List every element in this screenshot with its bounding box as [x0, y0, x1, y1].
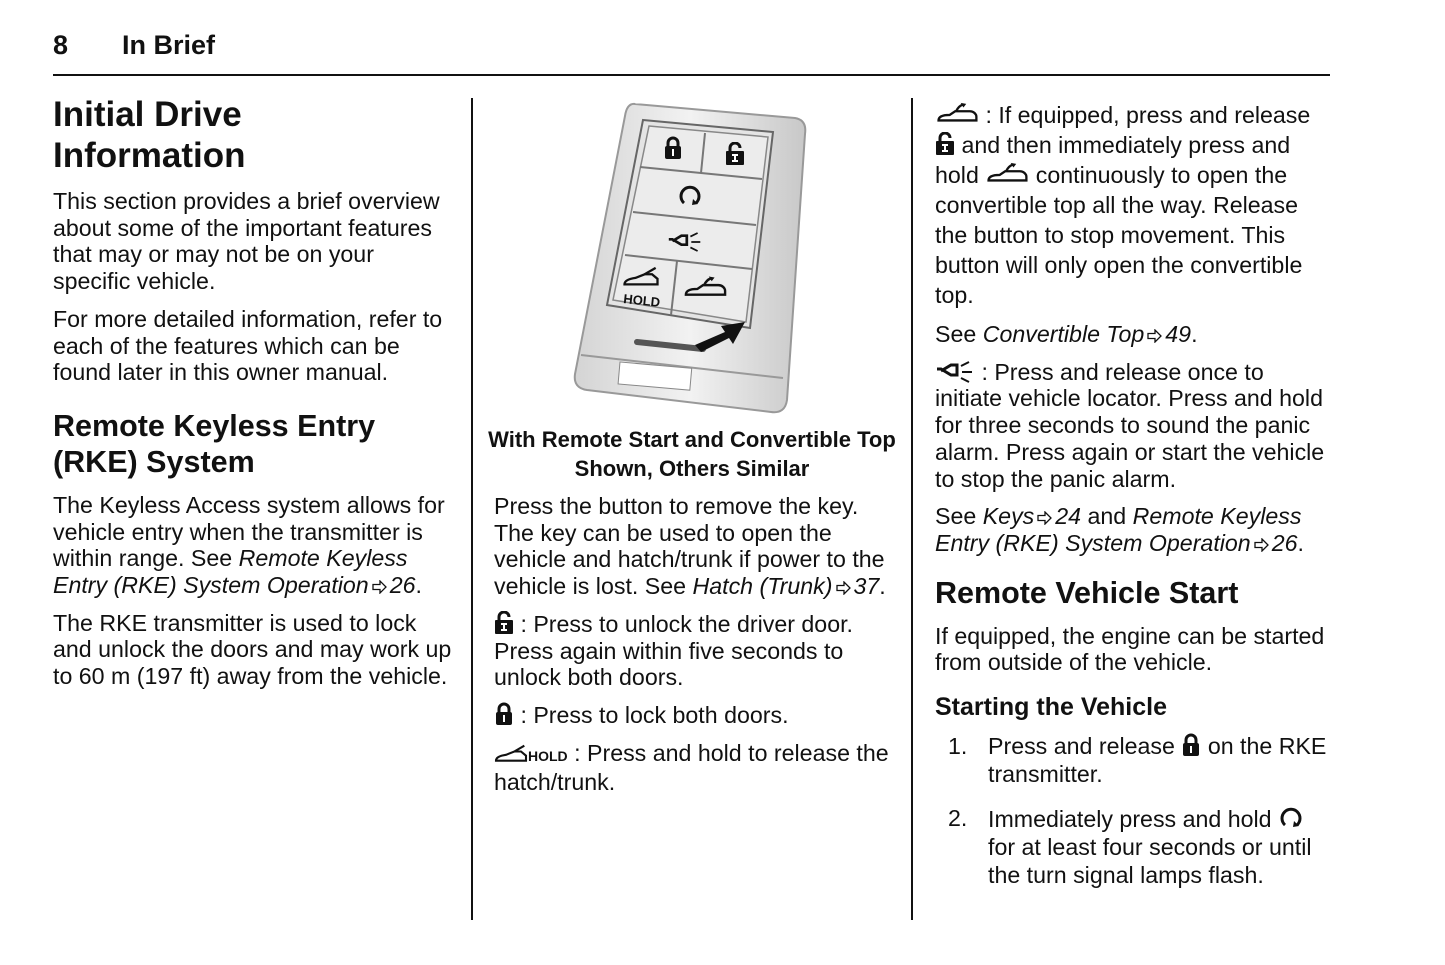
convertible-icon — [935, 102, 979, 126]
reference-link[interactable]: Convertible Top — [982, 321, 1145, 347]
text: See — [935, 321, 983, 347]
page-ref[interactable]: 37 — [853, 573, 880, 600]
rke-paragraph: The RKE transmitter is used to lock and unlock the doors and may work up to 60 m (197 ft) away from the vehicle. — [53, 609, 452, 690]
text: : Press to unlock the driver door. Press again within five seconds to unlock both doors. — [494, 610, 853, 691]
text: and then immediately press and hold — [935, 132, 1291, 188]
step-item — [935, 732, 1333, 788]
text: : Press to lock both doors. — [520, 701, 789, 728]
rke-paragraph: The Keyless Access system allows for vehicle entry when the transmitter is within range. See Remote Keyless Entry (RKE) System Operation 26. — [53, 491, 445, 599]
reference-link[interactable]: Remote Keyless Entry (RKE) System Operation — [53, 545, 408, 599]
text: for at least four seconds or until the turn signal lamps flash. — [988, 834, 1312, 889]
figure-caption: With Remote Start and Convertible Top Shown, Others Similar — [488, 427, 896, 481]
remote-start-paragraph: If equipped, the engine can be started from outside of the vehicle. — [935, 622, 1325, 676]
step-text — [988, 804, 1333, 889]
reference-link[interactable]: Keys — [982, 503, 1035, 530]
text: : Press and hold to release the hatch/trunk. — [494, 739, 889, 796]
page-ref[interactable]: 26 — [389, 572, 416, 599]
text: The Keyless Access system allows for vehicle entry when the transmitter is within range. See — [53, 491, 445, 572]
text: Press and release — [988, 733, 1175, 760]
text: : Press and release once to initiate vehicle locator. Press and hold for three seconds to sound the panic alarm. Press again or start the vehicle to stop the panic alarm. — [935, 358, 1325, 492]
text: and — [1081, 503, 1133, 530]
unlock-icon — [935, 132, 955, 156]
intro-paragraph: For more detailed information, refer to each of the features which can be found later in this owner manual. — [53, 305, 443, 386]
text: continuously to open the convertible top all the way. Release the button to stop movement. This button will only open the convertible top. — [935, 162, 1303, 308]
panic-paragraph — [935, 359, 1333, 493]
key-paragraph: Press the button to remove the key. The key can be used to open the vehicle and hatch/trunk if power to the vehicle is lost. See Hatch (Trunk) 37. — [494, 493, 886, 600]
column-divider — [911, 98, 913, 920]
header-rule — [53, 74, 1330, 76]
reference-link[interactable]: Remote Keyless Entry (RKE) System Operation — [935, 503, 1302, 556]
starting-heading: Starting the Vehicle — [935, 693, 1168, 722]
column-1 — [53, 94, 453, 701]
step-number: 1. — [948, 733, 968, 760]
page-arrow-icon — [372, 580, 387, 594]
page-arrow-icon — [1037, 511, 1052, 525]
column-2 — [488, 425, 896, 807]
step-number: 2. — [948, 805, 968, 832]
text: on the RKE transmitter. — [988, 733, 1327, 788]
unlock-paragraph — [494, 611, 894, 691]
page-ref[interactable]: 49 — [1165, 321, 1192, 347]
text: Press the button to remove the key. The key can be used to open the vehicle and hatch/trunk if power to the vehicle is lost. See — [494, 493, 885, 600]
reference-link[interactable]: Hatch (Trunk) — [692, 573, 833, 600]
page-heading: Initial Drive Information — [53, 95, 246, 175]
column-divider — [471, 98, 473, 920]
text: See — [935, 503, 983, 530]
convertible-icon — [985, 162, 1029, 186]
column-3 — [935, 100, 1333, 905]
text: Immediately press and hold — [988, 806, 1272, 833]
lock-paragraph — [494, 702, 894, 729]
fob-hold-label: HOLD — [622, 291, 661, 310]
trunk-paragraph — [494, 740, 894, 796]
see-keys: See Keys 24 and Remote Keyless Entry (RKE) System Operation 26. — [935, 503, 1304, 556]
page-ref[interactable]: 26 — [1271, 529, 1298, 556]
page-ref[interactable]: 24 — [1055, 503, 1082, 530]
remote-start-icon — [1278, 804, 1304, 830]
page-arrow-icon — [1147, 329, 1162, 343]
page-number: 8 — [53, 30, 69, 60]
page-arrow-icon — [1254, 538, 1269, 552]
page-arrow-icon — [836, 581, 851, 595]
lock-icon — [494, 702, 514, 726]
intro-paragraph: This section provides a brief overview about some of the important features that may or may not be on your specific vehicle. — [53, 188, 440, 295]
lock-icon — [1181, 733, 1201, 757]
step-text — [988, 732, 1333, 788]
step-item — [935, 804, 1333, 889]
text: : If equipped, press and release — [985, 102, 1311, 128]
convertible-paragraph — [935, 100, 1333, 310]
remote-start-heading: Remote Vehicle Start — [935, 575, 1239, 610]
unlock-icon — [494, 611, 514, 635]
rke-heading: Remote Keyless Entry (RKE) System — [53, 408, 376, 479]
section-title: In Brief — [122, 30, 216, 60]
see-convertible: See Convertible Top 49. — [935, 321, 1198, 347]
trunk-icon — [494, 744, 528, 764]
panic-horn-icon — [935, 361, 975, 383]
hold-label: HOLD — [528, 747, 568, 764]
key-fob-illustration — [565, 100, 815, 420]
